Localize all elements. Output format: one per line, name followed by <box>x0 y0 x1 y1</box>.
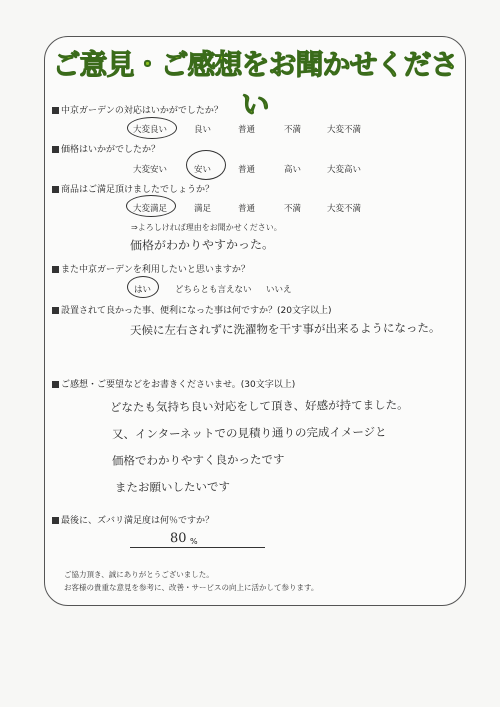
page-title: ご意見・ご感想をお聞かせください <box>52 48 458 121</box>
q2-option-2[interactable]: 安い <box>194 165 212 175</box>
square-bullet-icon <box>52 186 59 193</box>
q3-option-4[interactable]: 不満 <box>284 204 302 214</box>
handwritten-answer-6-line-1: どなたも気持ち良い対応をして頂き、好感が持てました。 <box>109 397 409 415</box>
q2-option-5[interactable]: 大変高い <box>327 165 362 175</box>
handwritten-percentage: 80 <box>169 530 187 547</box>
question-5-label: 設置されて良かった事、便利になった事は何ですか？(20文字以上) <box>61 306 332 316</box>
question-2 <box>52 142 160 155</box>
question-1-label: 中京ガーデンの対応はいかがでしたか？ <box>61 106 223 116</box>
question-6 <box>52 377 295 390</box>
handwritten-answer-6-line-2: 又、インターネットでの見積り通りの完成イメージと <box>111 424 387 442</box>
q2-option-3[interactable]: 普通 <box>238 165 256 175</box>
square-bullet-icon <box>52 381 59 388</box>
answer-underline <box>130 547 265 548</box>
q4-option-2[interactable]: どちらとも言えない <box>175 285 252 295</box>
square-bullet-icon <box>52 107 59 114</box>
q1-option-5[interactable]: 大変不満 <box>327 125 362 135</box>
footer-note: お客様の貴重な意見を参考に、改善・サービスの向上に活かして参ります。 <box>64 583 319 592</box>
footer-thanks: ご協力頂き、誠にありがとうございました。 <box>64 570 214 579</box>
reason-prompt: ⇒よろしければ理由をお聞かせください。 <box>131 223 282 232</box>
square-bullet-icon <box>52 517 59 524</box>
q1-option-3[interactable]: 普通 <box>238 125 256 135</box>
q1-option-2[interactable]: 良い <box>194 125 212 135</box>
square-bullet-icon <box>52 146 59 153</box>
q3-option-1[interactable]: 大変満足 <box>133 204 168 214</box>
handwritten-answer-6-line-4: またお願いしたいです <box>114 479 231 495</box>
question-2-label: 価格はいかがでしたか？ <box>61 145 161 155</box>
square-bullet-icon <box>52 266 59 273</box>
q2-option-4[interactable]: 高い <box>284 165 302 175</box>
selection-circle <box>127 276 159 298</box>
q3-option-3[interactable]: 普通 <box>238 204 256 214</box>
q4-option-1[interactable]: はい <box>134 285 152 295</box>
q3-option-2[interactable]: 満足 <box>194 204 212 214</box>
question-4 <box>52 262 250 275</box>
handwritten-reason: 価格がわかりやすかった。 <box>129 237 275 253</box>
question-7-label: 最後に、ズバリ満足度は何％ですか？ <box>61 516 215 526</box>
question-3 <box>52 182 214 195</box>
selection-circle <box>127 117 177 139</box>
question-6-label: ご感想・ご要望などをお書きくださいませ。(30文字以上) <box>61 380 296 390</box>
question-1 <box>52 103 223 116</box>
question-5 <box>52 303 331 316</box>
square-bullet-icon <box>52 307 59 314</box>
handwritten-answer-6-line-3: 価格でわかりやすく良かったです <box>111 452 285 468</box>
percent-unit: % <box>190 537 198 546</box>
question-7 <box>52 513 214 526</box>
selection-circle <box>126 195 176 217</box>
q1-option-1[interactable]: 大変良い <box>133 125 168 135</box>
selection-circle <box>186 150 226 180</box>
handwritten-answer-5: 天候に左右されずに洗濯物を干す事が出来るようになった。 <box>129 320 441 338</box>
q3-option-5[interactable]: 大変不満 <box>327 204 362 214</box>
question-4-label: また中京ガーデンを利用したいと思いますか？ <box>61 265 250 275</box>
q1-option-4[interactable]: 不満 <box>284 125 302 135</box>
q4-option-3[interactable]: いいえ <box>266 285 292 295</box>
question-3-label: 商品はご満足頂けましたでしょうか？ <box>61 185 215 195</box>
q2-option-1[interactable]: 大変安い <box>133 165 168 175</box>
